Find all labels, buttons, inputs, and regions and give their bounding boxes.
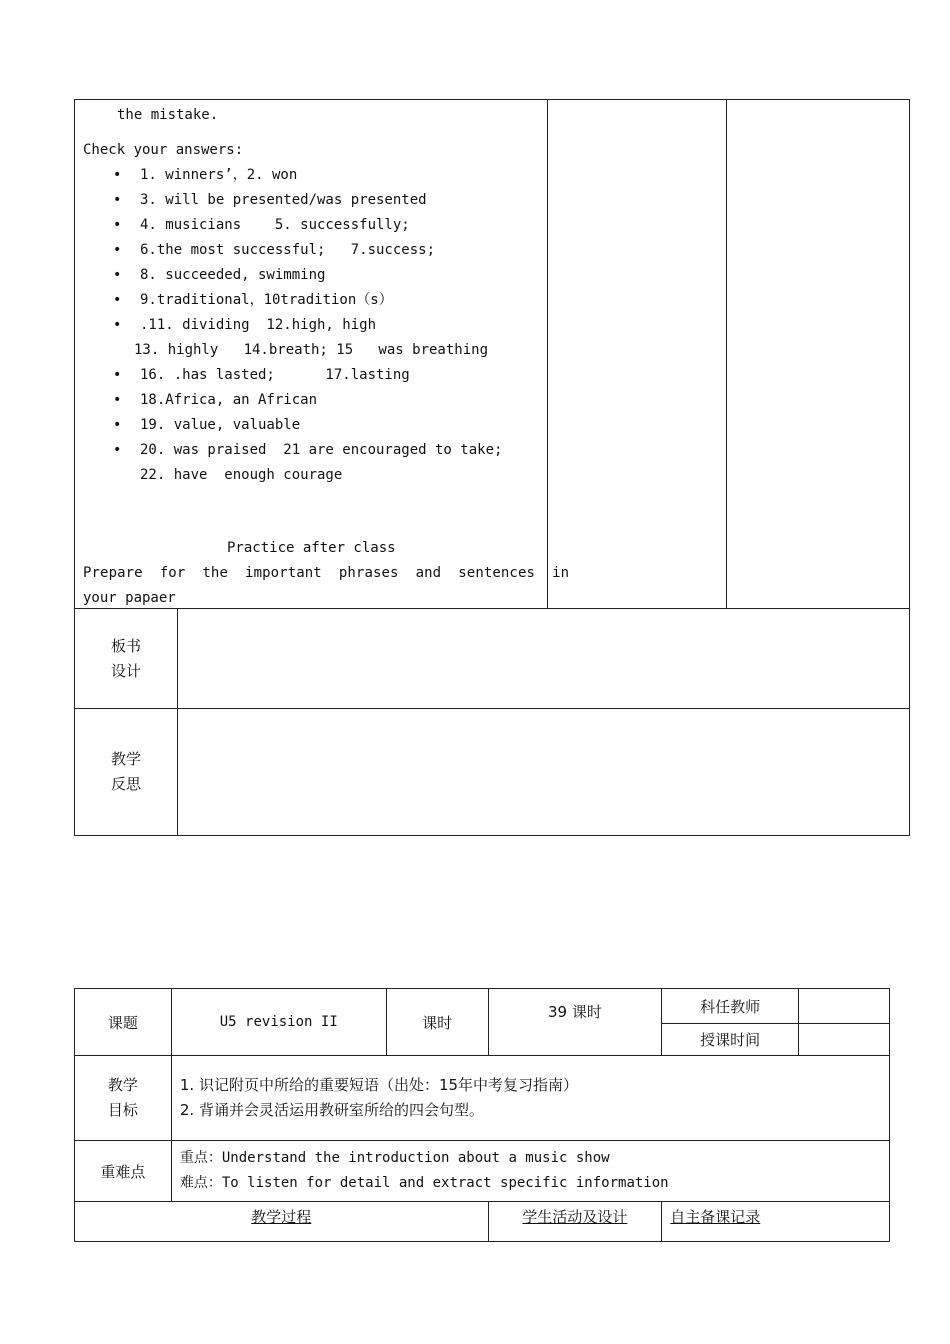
goal-item-2: 2. 背诵并会灵活运用教研室所给的四会句型。 [179,1101,484,1119]
topic-label: 课题 [75,989,172,1056]
period-label: 课时 [386,989,488,1056]
intro-line: the mistake. [117,107,219,123]
answer-item: 20. was praised 21 are encouraged to take; [140,442,503,458]
answer-bullet: • [113,392,122,408]
goal-item-1: 1. 识记附页中所给的重要短语（出处：15年中考复习指南） [179,1076,579,1094]
answer-item: 19. value, valuable [140,417,301,433]
process-header: 教学过程 [75,1202,489,1242]
time-value [799,1024,890,1056]
answer-item: .11. dividing 12.high, high [140,317,377,333]
board-design-label [75,609,178,709]
teacher-value [799,989,890,1024]
key-points-content [171,1141,889,1202]
answer-bullet: • [113,267,122,283]
answer-bullet: • [113,417,122,433]
difficult-point: 难点：To listen for detail and extract specific information [179,1175,669,1191]
goals-content [171,1056,889,1141]
answer-item: 13. highly 14.breath; 15 was breathing [134,342,489,358]
answer-item: 22. have enough courage [140,467,343,483]
answer-bullet: • [113,292,122,308]
practice-text-line-1: Prepare for the important phrases and sentences in [83,565,570,581]
answer-item: 3. will be presented/was presented [140,192,427,208]
answer-bullet: • [113,167,122,183]
answer-item: 16. .has lasted; 17.lasting [140,367,410,383]
board-label-line-2: 设计 [110,661,141,680]
answer-bullet: • [113,192,122,208]
period-value: 39 课时 [488,989,662,1056]
answer-bullet: • [113,242,122,258]
reflection-label-line-1: 教学 [110,750,141,768]
time-label: 授课时间 [662,1024,799,1056]
answer-item: 6.the most successful; 7.success; [140,242,436,258]
notes-header: 自主备课记录 [662,1202,890,1242]
lesson-plan-header-table [74,988,890,1242]
answer-item: 9.traditional，10tradition（s） [140,292,393,308]
practice-text-line-2: your papaer [83,590,176,606]
answer-item: 1. winners’，2. won [140,167,298,183]
teaching-reflection-content [178,709,910,836]
check-answers-heading: Check your answers: [83,142,244,158]
key-points-label: 重难点 [75,1141,172,1202]
answer-bullet: • [113,217,122,233]
answer-bullet: • [113,317,122,333]
topic-value: U5 revision II [171,989,386,1056]
goals-label-line-1: 教学 [107,1076,138,1094]
self-prep-notes-cell [727,100,910,609]
reflection-label-line-2: 反思 [110,775,141,793]
practice-heading: Practice after class [227,540,396,556]
teaching-reflection-label [75,709,178,836]
answer-item: 18.Africa, an African [140,392,318,408]
goals-label-line-2: 目标 [107,1101,138,1119]
teaching-content-cell [75,100,570,609]
answer-item: 8. succeeded, swimming [140,267,326,283]
lesson-continuation-table [74,99,910,836]
key-point: 重点：Understand the introduction about a music show [179,1150,610,1166]
teacher-label: 科任教师 [662,989,799,1024]
student-activity-cell [548,100,727,609]
answer-bullet: • [113,367,122,383]
answer-bullet: • [113,442,122,458]
goals-label [75,1056,172,1141]
board-design-content [178,609,910,709]
answer-item: 4. musicians 5. successfully; [140,217,410,233]
activity-header: 学生活动及设计 [488,1202,662,1242]
board-label-line-1: 板书 [110,636,141,655]
